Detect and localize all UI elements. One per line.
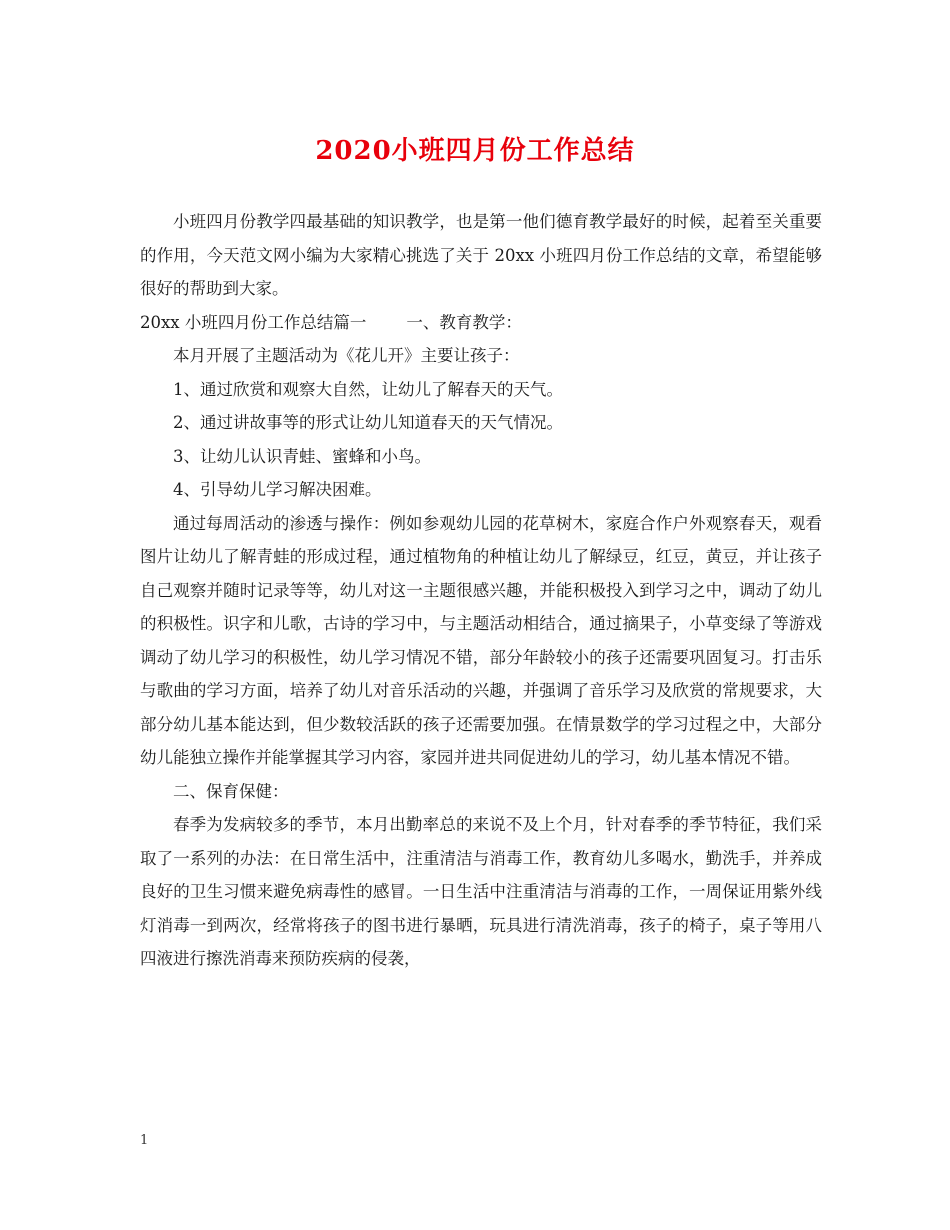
- page-number: 1: [140, 1133, 149, 1148]
- article-heading: 20xx 小班四月份工作总结篇一: [140, 312, 367, 332]
- section2-body: 春季为发病较多的季节，本月出勤率总的来说不及上个月，针对春季的季节特征，我们采取了一系列的办法：在日常生活中，注重清洁与消毒工作，教育幼儿多喝水，勤洗手，并养成良好的卫生习惯来避免病毒性的感冒。一日生活中注重清洁与消毒的工作，一周保证用紫外线灯消毒一到两次，经常将孩子的图书进行暴晒，玩具进行清洗消毒，孩子的椅子，桌子等用八四液进行擦洗消毒来预防疾病的侵袭，: [140, 815, 822, 968]
- section1-item: 1、通过欣赏和观察大自然，让幼儿了解春天的天气。: [173, 379, 563, 399]
- section1-body: 通过每周活动的渗透与操作：例如参观幼儿园的花草树木，家庭合作户外观察春天，观看图片让幼儿了解青蛙的形成过程，通过植物角的种植让幼儿了解绿豆，红豆，黄豆，并让孩子自己观察并随时记录等等，幼儿对这一主题很感兴趣，并能积极投入到学习之中，调动了幼儿的积极性。识字和儿歌，古诗的学习中，与主题活动相结合，通过摘果子，小草变绿了等游戏调动了幼儿学习的积极性，幼儿学习情况不错，部分年龄较小的孩子还需要巩固复习。打击乐与歌曲的学习方面，培养了幼儿对音乐活动的兴趣，并强调了音乐学习及欣赏的常规要求，大部分幼儿基本能达到，但少数较活跃的孩子还需要加强。在情景数学的学习过程之中，大部分幼儿能独立操作并能掌握其学习内容，家园并进共同促进幼儿的学习，幼儿基本情况不错。: [140, 513, 822, 767]
- article-heading-line: [140, 306, 822, 340]
- section1-item: 3、让幼儿认识青蛙、蜜蜂和小鸟。: [173, 446, 431, 466]
- section1-item: 2、通过讲故事等的形式让幼儿知道春天的天气情况。: [173, 413, 563, 432]
- section1-item: 4、引导幼儿学习解决困难。: [173, 480, 382, 499]
- intro-paragraph: 小班四月份教学四最基础的知识教学，也是第一他们德育教学最好的时候，起着至关重要的作用，今天范文网小编为大家精心挑选了关于 20xx 小班四月份工作总结的文章，希望能够很好的帮助到大家。: [140, 212, 822, 298]
- document-body: [140, 205, 822, 976]
- section1-heading: 一、教育教学：: [406, 312, 522, 332]
- section2-heading: 二、保育保健：: [173, 781, 289, 801]
- document-title: 2020小班四月份工作总结: [315, 136, 635, 166]
- section1-intro: 本月开展了主题活动为《花儿开》主要让孩子：: [173, 346, 520, 365]
